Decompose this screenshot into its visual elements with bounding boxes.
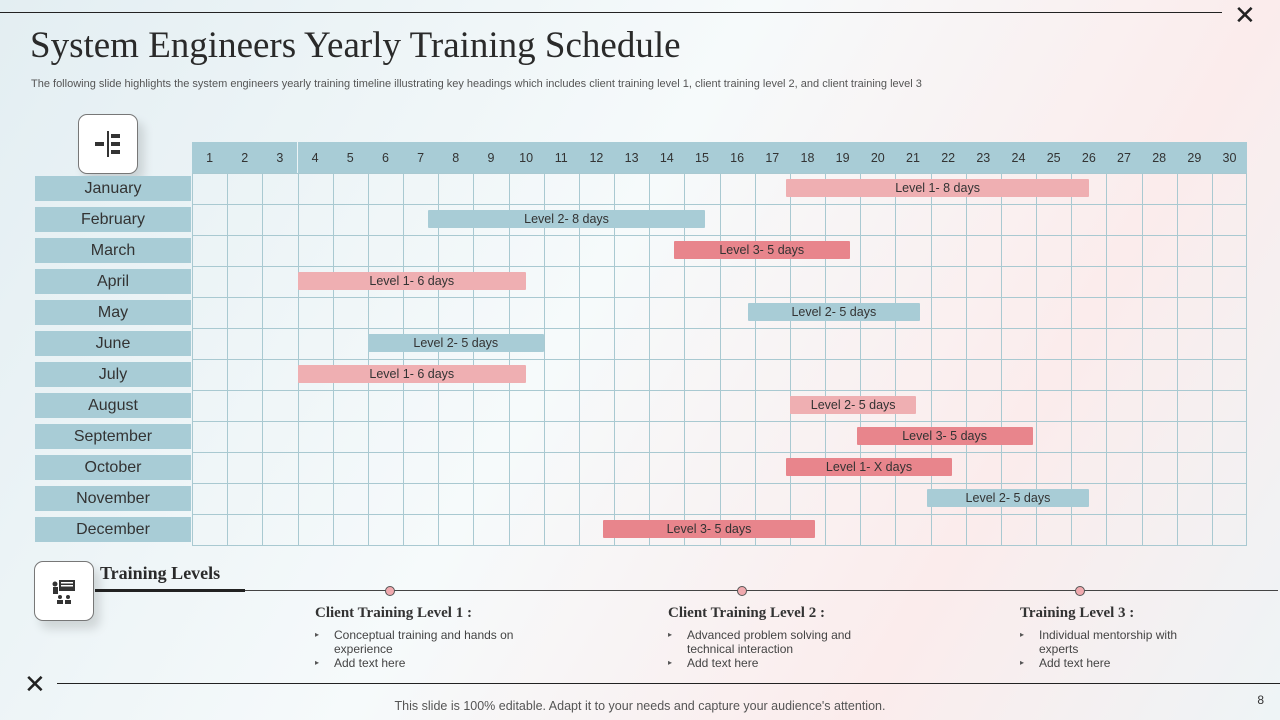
bullet-item: ▸ Conceptual training and hands on experience: [315, 628, 515, 656]
legend-dot: [385, 586, 395, 596]
month-label: December: [35, 517, 191, 542]
grid-row-line: [192, 359, 1247, 360]
page-title: System Engineers Yearly Training Schedule: [30, 25, 681, 66]
level-2-title: Client Training Level 2 :: [668, 605, 825, 621]
legend-line-accent: [95, 589, 245, 592]
training-bar[interactable]: Level 2- 5 days: [790, 396, 917, 414]
training-bar[interactable]: Level 1- 6 days: [298, 272, 527, 290]
month-label: July: [35, 362, 191, 387]
day-header: 27: [1106, 142, 1141, 173]
day-header: 10: [509, 142, 544, 173]
legend-dot: [1075, 586, 1085, 596]
legend-title: Training Levels: [100, 563, 221, 583]
grid-row-line: [192, 514, 1247, 515]
training-bar[interactable]: Level 3- 5 days: [603, 520, 814, 538]
bullet-item: ▸ Add text here: [668, 656, 858, 670]
training-bar[interactable]: Level 3- 5 days: [674, 241, 850, 259]
day-header: 22: [931, 142, 966, 173]
day-header: 30: [1212, 142, 1247, 173]
day-header: 16: [720, 142, 755, 173]
grid-row-line: [192, 390, 1247, 391]
bullet-item: ▸ Add text here: [1020, 656, 1200, 670]
top-divider: [0, 12, 1222, 13]
training-bar[interactable]: Level 2- 5 days: [368, 334, 544, 352]
day-header: 8: [438, 142, 473, 173]
day-header: 28: [1142, 142, 1177, 173]
month-label: January: [35, 176, 191, 201]
level-2-bullets: [668, 628, 858, 670]
day-header: 2: [227, 142, 262, 173]
day-header: 18: [790, 142, 825, 173]
day-header: 15: [684, 142, 719, 173]
grid-row-line: [192, 483, 1247, 484]
training-bar[interactable]: Level 1- 8 days: [786, 179, 1088, 197]
level-3-title: Training Level 3 :: [1020, 605, 1135, 621]
presentation-icon: [34, 561, 94, 621]
training-bar[interactable]: Level 1- X days: [786, 458, 951, 476]
grid-row-line: [192, 545, 1247, 546]
day-header: 7: [403, 142, 438, 173]
day-header: 13: [614, 142, 649, 173]
day-header: 19: [825, 142, 860, 173]
month-label: August: [35, 393, 191, 418]
timeline-icon: [78, 114, 138, 174]
grid-row-line: [192, 421, 1247, 422]
day-header: 5: [333, 142, 368, 173]
month-label: May: [35, 300, 191, 325]
day-header: 25: [1036, 142, 1071, 173]
footer-text: This slide is 100% editable. Adapt it to your needs and capture your audience's attention.: [394, 699, 886, 713]
month-label: April: [35, 269, 191, 294]
grid-row-line: [192, 452, 1247, 453]
day-header: 9: [473, 142, 508, 173]
close-icon[interactable]: ✕: [1234, 0, 1256, 30]
day-header: 24: [1001, 142, 1036, 173]
bottom-divider: [57, 683, 1280, 684]
month-label: September: [35, 424, 191, 449]
day-header: 29: [1177, 142, 1212, 173]
month-label: October: [35, 455, 191, 480]
day-header: 12: [579, 142, 614, 173]
grid-row-line: [192, 173, 1247, 174]
level-1-bullets: [315, 628, 515, 670]
grid-row-line: [192, 204, 1247, 205]
close-icon[interactable]: ✕: [24, 669, 46, 699]
day-header: 4: [298, 142, 333, 173]
page-subtitle: The following slide highlights the system engineers yearly training timeline illustrating key headings which includes client training level 1, client training level 2, and client training level 3: [31, 78, 922, 90]
month-label: June: [35, 331, 191, 356]
training-bar[interactable]: Level 3- 5 days: [857, 427, 1033, 445]
day-header: 21: [895, 142, 930, 173]
day-header: 20: [860, 142, 895, 173]
grid-row-line: [192, 297, 1247, 298]
month-label: November: [35, 486, 191, 511]
level-3-bullets: [1020, 628, 1200, 670]
grid-row-line: [192, 235, 1247, 236]
day-header: 3: [262, 142, 297, 173]
day-header: 6: [368, 142, 403, 173]
legend-dot: [737, 586, 747, 596]
training-bar[interactable]: Level 2- 5 days: [927, 489, 1089, 507]
month-label: March: [35, 238, 191, 263]
day-header: 14: [649, 142, 684, 173]
page-number: 8: [1257, 693, 1264, 707]
training-bar[interactable]: Level 2- 5 days: [748, 303, 920, 321]
day-header: 23: [966, 142, 1001, 173]
legend-line: [95, 590, 1278, 591]
day-header: 11: [544, 142, 579, 173]
bullet-item: ▸ Individual mentorship with experts: [1020, 628, 1200, 656]
training-bar[interactable]: Level 1- 6 days: [298, 365, 527, 383]
day-header: 26: [1071, 142, 1106, 173]
training-bar[interactable]: Level 2- 8 days: [428, 210, 706, 228]
day-header: 1: [192, 142, 227, 173]
bullet-item: ▸ Add text here: [315, 656, 515, 670]
schedule-grid: [192, 142, 1247, 545]
level-1-title: Client Training Level 1 :: [315, 605, 472, 621]
bullet-item: ▸ Advanced problem solving and technical interaction: [668, 628, 858, 656]
day-header: 17: [755, 142, 790, 173]
grid-row-line: [192, 328, 1247, 329]
grid-row-line: [192, 266, 1247, 267]
month-label: February: [35, 207, 191, 232]
